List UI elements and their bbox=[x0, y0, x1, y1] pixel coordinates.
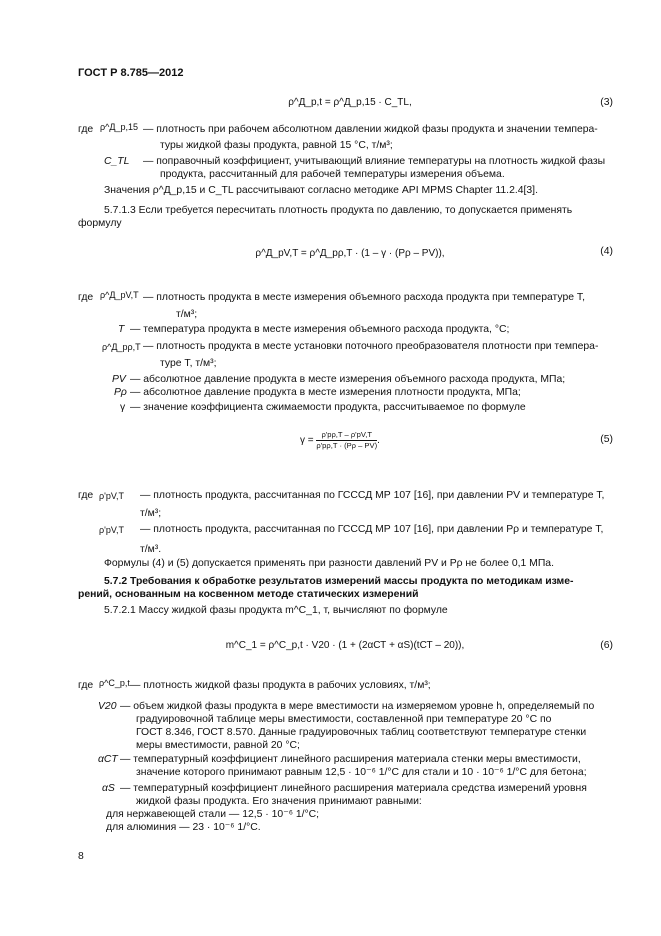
definition-ctl: — поправочный коэффициент, учитывающий влияние температуры на плотность жидкой фазы bbox=[143, 156, 606, 167]
section-5-7-2-heading-cont: рений, основанным на косвенном методе статических измерений bbox=[78, 589, 419, 600]
definition-rho-prime-pv-cont: т/м³; bbox=[140, 508, 162, 519]
symbol-rho-c: ρ^C_p,t bbox=[99, 678, 130, 688]
paragraph-5-7-1-3-cont: формулу bbox=[78, 218, 122, 229]
definition-alpha-s-cont: жидкой фазы продукта. Его значения принимают равными: bbox=[136, 796, 422, 807]
definition-alpha-s: — температурный коэффициент линейного расширения материала средства измерений уровня bbox=[120, 783, 587, 794]
where-label: где bbox=[78, 292, 94, 303]
symbol-rho-prime-pv: ρ'pV,T bbox=[99, 491, 125, 501]
definition-rho-prime-pr-cont: т/м³. bbox=[140, 544, 162, 555]
value-stainless-steel: для нержавеющей стали — 12,5 · 10⁻⁶ 1/°C; bbox=[106, 809, 320, 820]
symbol-t: T bbox=[118, 324, 125, 335]
equation-6-number: (6) bbox=[600, 640, 613, 651]
definition-rho-p15: — плотность при рабочем абсолютном давлении жидкой фазы продукта и значении темпера- bbox=[143, 124, 598, 135]
equation-4-number: (4) bbox=[600, 246, 613, 257]
equation-4: ρ^Д_pV,T = ρ^Д_pρ,T · (1 – γ · (Pρ – PV)), bbox=[255, 248, 445, 259]
symbol-rho-pr: ρ^Д_pρ,T bbox=[102, 342, 141, 352]
definition-rho-pv: — плотность продукта в месте измерения объемного расхода продукта при температуре Т, bbox=[143, 292, 586, 303]
symbol-rho-p15: ρ^Д_p,15 bbox=[100, 122, 138, 132]
definition-rho-pv-cont: т/м³; bbox=[176, 309, 198, 320]
where-label: где bbox=[78, 490, 94, 501]
symbol-ctl: C_TL bbox=[104, 156, 130, 167]
note-formulas-4-5: Формулы (4) и (5) допускается применять при разности давлений PV и Pρ не более 0,1 МПа. bbox=[104, 558, 554, 569]
definition-ctl-cont: продукта, рассчитанный для рабочей температуры измерения объема. bbox=[160, 169, 505, 180]
definition-rho-pr-cont: туре Т, т/м³; bbox=[160, 358, 217, 369]
definition-v20-line2: градуировочной таблице меры вместимости, составленной при температуре 20 °C по bbox=[136, 714, 552, 725]
equation-5-lhs: γ = bbox=[300, 435, 314, 447]
values-source-text: Значения ρ^Д_p,15 и C_TL рассчитывают согласно методике API MPMS Chapter 11.2.4[3]. bbox=[104, 185, 538, 196]
symbol-rho-pv: ρ^Д_pV,T bbox=[100, 290, 139, 300]
equation-5-number: (5) bbox=[600, 434, 613, 445]
section-5-7-2-heading: 5.7.2 Требования к обработке результатов измерений массы продукта по методикам изме- bbox=[104, 576, 574, 587]
definition-pv: — абсолютное давление продукта в месте измерения объемного расхода продукта, МПа; bbox=[130, 374, 566, 385]
symbol-rho-prime-pr: ρ'pV,T bbox=[99, 525, 125, 535]
equation-5-numerator: ρ'pρ,T – ρ'pV,T bbox=[316, 430, 377, 441]
symbol-v20: V20 bbox=[98, 701, 117, 712]
where-label: где bbox=[78, 124, 94, 135]
definition-alpha-ct: — температурный коэффициент линейного расширения материала стенки меры вместимости, bbox=[120, 754, 581, 765]
equation-5-denominator: ρ'pρ,T · (Pρ – PV) bbox=[316, 441, 378, 450]
page-number: 8 bbox=[78, 851, 84, 862]
definition-gamma: — значение коэффициента сжимаемости продукта, рассчитываемое по формуле bbox=[130, 402, 526, 413]
symbol-alpha-ct: αCT bbox=[98, 754, 118, 765]
definition-rho-p15-cont: туры жидкой фазы продукта, равной 15 °C, т/м³; bbox=[160, 140, 393, 151]
paragraph-5-7-2-1: 5.7.2.1 Массу жидкой фазы продукта m^C_1, т, вычисляют по формуле bbox=[104, 605, 448, 616]
definition-v20-line4: меры вместимости, равной 20 °C; bbox=[136, 740, 300, 751]
symbol-pv: PV bbox=[112, 374, 126, 385]
definition-pr: — абсолютное давление продукта в месте измерения плотности продукта, МПа; bbox=[130, 387, 521, 398]
equation-5 bbox=[300, 430, 380, 451]
symbol-gamma: γ bbox=[120, 402, 126, 413]
equation-3: ρ^Д_p,t = ρ^Д_p,15 · C_TL, bbox=[288, 97, 412, 108]
definition-alpha-ct-cont: значение которого принимают равным 12,5 · 10⁻⁶ 1/°C для стали и 10 · 10⁻⁶ 1/°C для бетона; bbox=[136, 767, 587, 778]
symbol-alpha-s: αS bbox=[102, 783, 115, 794]
definition-rho-prime-pv: — плотность продукта, рассчитанная по ГСССД МР 107 [16], при давлении PV и температуре Т, bbox=[140, 490, 605, 501]
equation-3-number: (3) bbox=[600, 97, 613, 108]
value-aluminium: для алюминия — 23 · 10⁻⁶ 1/°C. bbox=[106, 822, 261, 833]
document-header: ГОСТ Р 8.785—2012 bbox=[78, 67, 184, 79]
equation-5-tail: . bbox=[377, 435, 380, 447]
definition-rho-pr: — плотность продукта в месте установки поточного преобразователя плотности при темпера- bbox=[143, 341, 599, 352]
definition-v20-line3: ГОСТ 8.346, ГОСТ 8.570. Данные градуировочных таблиц соответствуют температуре стенки bbox=[136, 727, 587, 738]
equation-5-fraction bbox=[316, 430, 377, 451]
paragraph-5-7-1-3: 5.7.1.3 Если требуется пересчитать плотность продукта по давлению, то допускается применять bbox=[104, 205, 573, 216]
symbol-pr: Pρ bbox=[114, 387, 127, 398]
definition-rho-prime-pr: — плотность продукта, рассчитанная по ГСССД МР 107 [16], при давлении Pρ и температуре Т, bbox=[140, 524, 604, 535]
definition-v20: — объем жидкой фазы продукта в мере вместимости на измеряемом уровне h, определяемый по bbox=[120, 701, 595, 712]
definition-rho-c: — плотность жидкой фазы продукта в рабочих условиях, т/м³; bbox=[130, 680, 431, 691]
where-label: где bbox=[78, 680, 94, 691]
equation-6: m^C_1 = ρ^C_p,t · V20 · (1 + (2αСТ + αS)(tСТ – 20)), bbox=[225, 640, 465, 651]
definition-t: — температура продукта в месте измерения объемного расхода продукта, °C; bbox=[130, 324, 510, 335]
